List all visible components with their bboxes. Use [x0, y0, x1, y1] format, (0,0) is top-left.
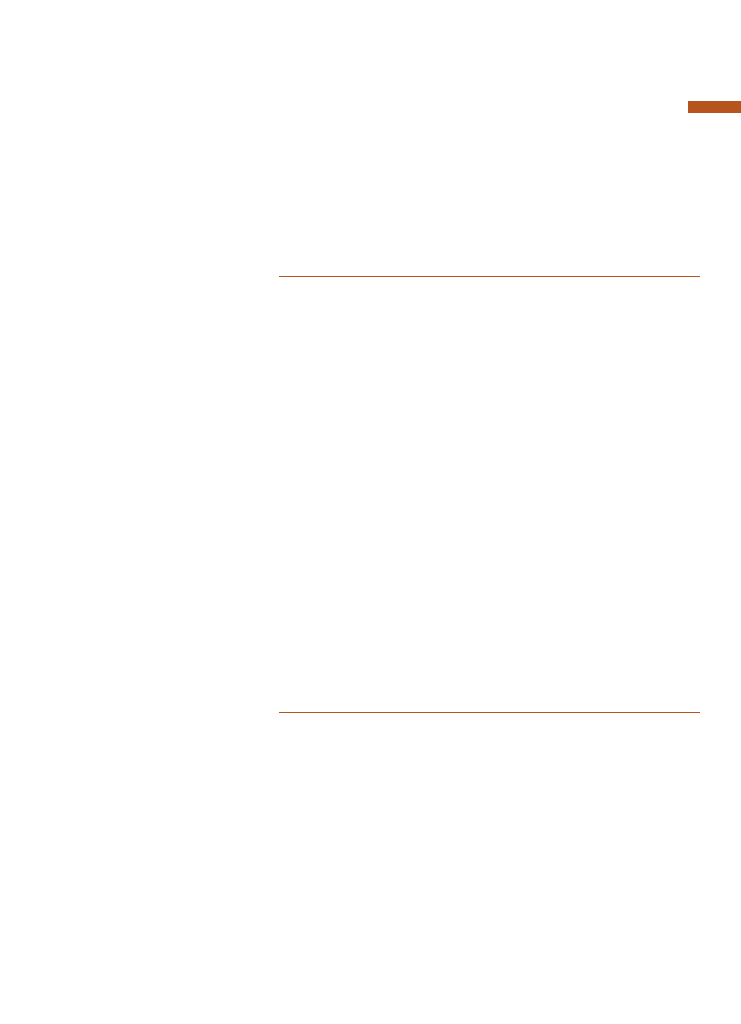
abbonamenti: [279, 731, 469, 754]
price-estero: [279, 743, 469, 755]
masthead: [30, 163, 258, 275]
footer-rule: [279, 712, 700, 713]
logo-bar: [688, 101, 741, 113]
sommario-rule: [279, 276, 700, 277]
price-italia: [279, 731, 469, 743]
journal-logo: [538, 72, 741, 120]
